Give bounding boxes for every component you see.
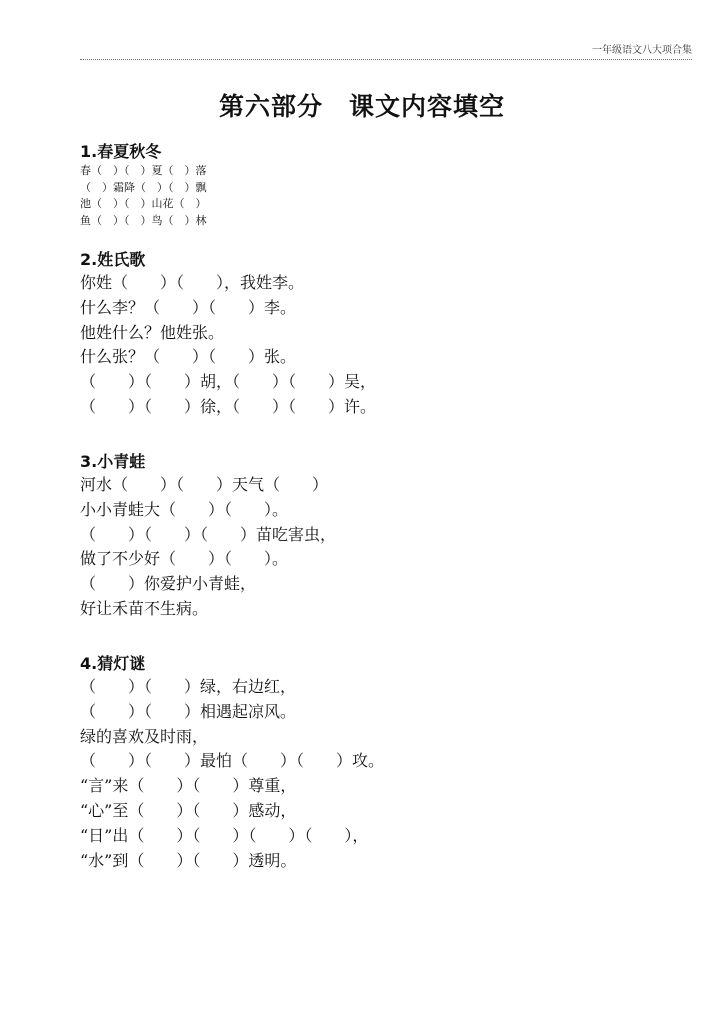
fill-blank-line: 春（ ）（ ）夏（ ）落 (80, 164, 207, 177)
section-surname-song (80, 249, 376, 420)
page-header (80, 44, 692, 60)
fill-blank-line: （ ）你爱护小青蛙， (80, 574, 257, 594)
fill-blank-line: 好让禾苗不生病。 (80, 598, 209, 618)
fill-blank-line: 小小青蛙大（ ）（ ）。 (80, 499, 289, 519)
section-lines (80, 163, 207, 229)
fill-blank-line: （ ）（ ）绿，右边红， (80, 677, 297, 696)
fill-blank-line: 绿的喜欢及时雨， (80, 726, 209, 746)
section-heading: 4.猜灯谜 (80, 654, 146, 673)
fill-blank-line: “日”出（ ）（ ）（ ）（ ）， (80, 825, 369, 845)
fill-blank-line: 河水（ ）（ ）天气（ ） (80, 475, 329, 494)
fill-blank-line: 池（ ）（ ）山花（ ） (80, 197, 207, 210)
fill-blank-line: 你姓（ ）（ ），我姓李。 (80, 273, 305, 292)
header-text: 一年级语文八大项合集 (592, 45, 692, 56)
fill-blank-line: 什么张？（ ）（ ）张。 (80, 347, 297, 367)
fill-blank-line: 什么李？（ ）（ ）李。 (80, 297, 297, 317)
fill-blank-line: “言”来（ ）（ ）尊重， (80, 776, 297, 796)
section-lines (80, 675, 384, 873)
fill-blank-line: “心”至（ ）（ ）感动， (80, 800, 297, 820)
section-lantern-riddles (80, 653, 384, 873)
section-heading: 3.小青蛙 (80, 452, 146, 471)
section-heading: 2.姓氏歌 (80, 250, 146, 269)
fill-blank-line: （ ）（ ）相遇起凉风。 (80, 701, 297, 721)
fill-blank-line: 做了不少好（ ）（ ）。 (80, 549, 289, 569)
fill-blank-line: 他姓什么？他姓张。 (80, 322, 225, 342)
section-lines (80, 271, 376, 420)
fill-blank-line: 鱼（ ）（ ）鸟（ ）林 (80, 213, 207, 227)
fill-blank-line: （ ）（ ）徐，（ ）（ ）许。 (80, 396, 377, 416)
section-heading: 1.春夏秋冬 (80, 142, 162, 161)
section-little-frog (80, 451, 336, 622)
section-spring-summer-autumn-winter (80, 141, 207, 229)
section-lines (80, 473, 336, 622)
fill-blank-line: （ ）（ ）最怕（ ）（ ）攻。 (80, 751, 385, 771)
page-title: 第六部分 课文内容填空 (218, 92, 505, 121)
fill-blank-line: （ ）（ ）胡，（ ）（ ）吴， (80, 372, 377, 392)
fill-blank-line: “水”到（ ）（ ）透明。 (80, 850, 297, 870)
fill-blank-line: （ ）（ ）（ ）苗吃害虫， (80, 524, 337, 544)
fill-blank-line: （ ）霜降（ ）（ ）飘 (80, 180, 207, 194)
